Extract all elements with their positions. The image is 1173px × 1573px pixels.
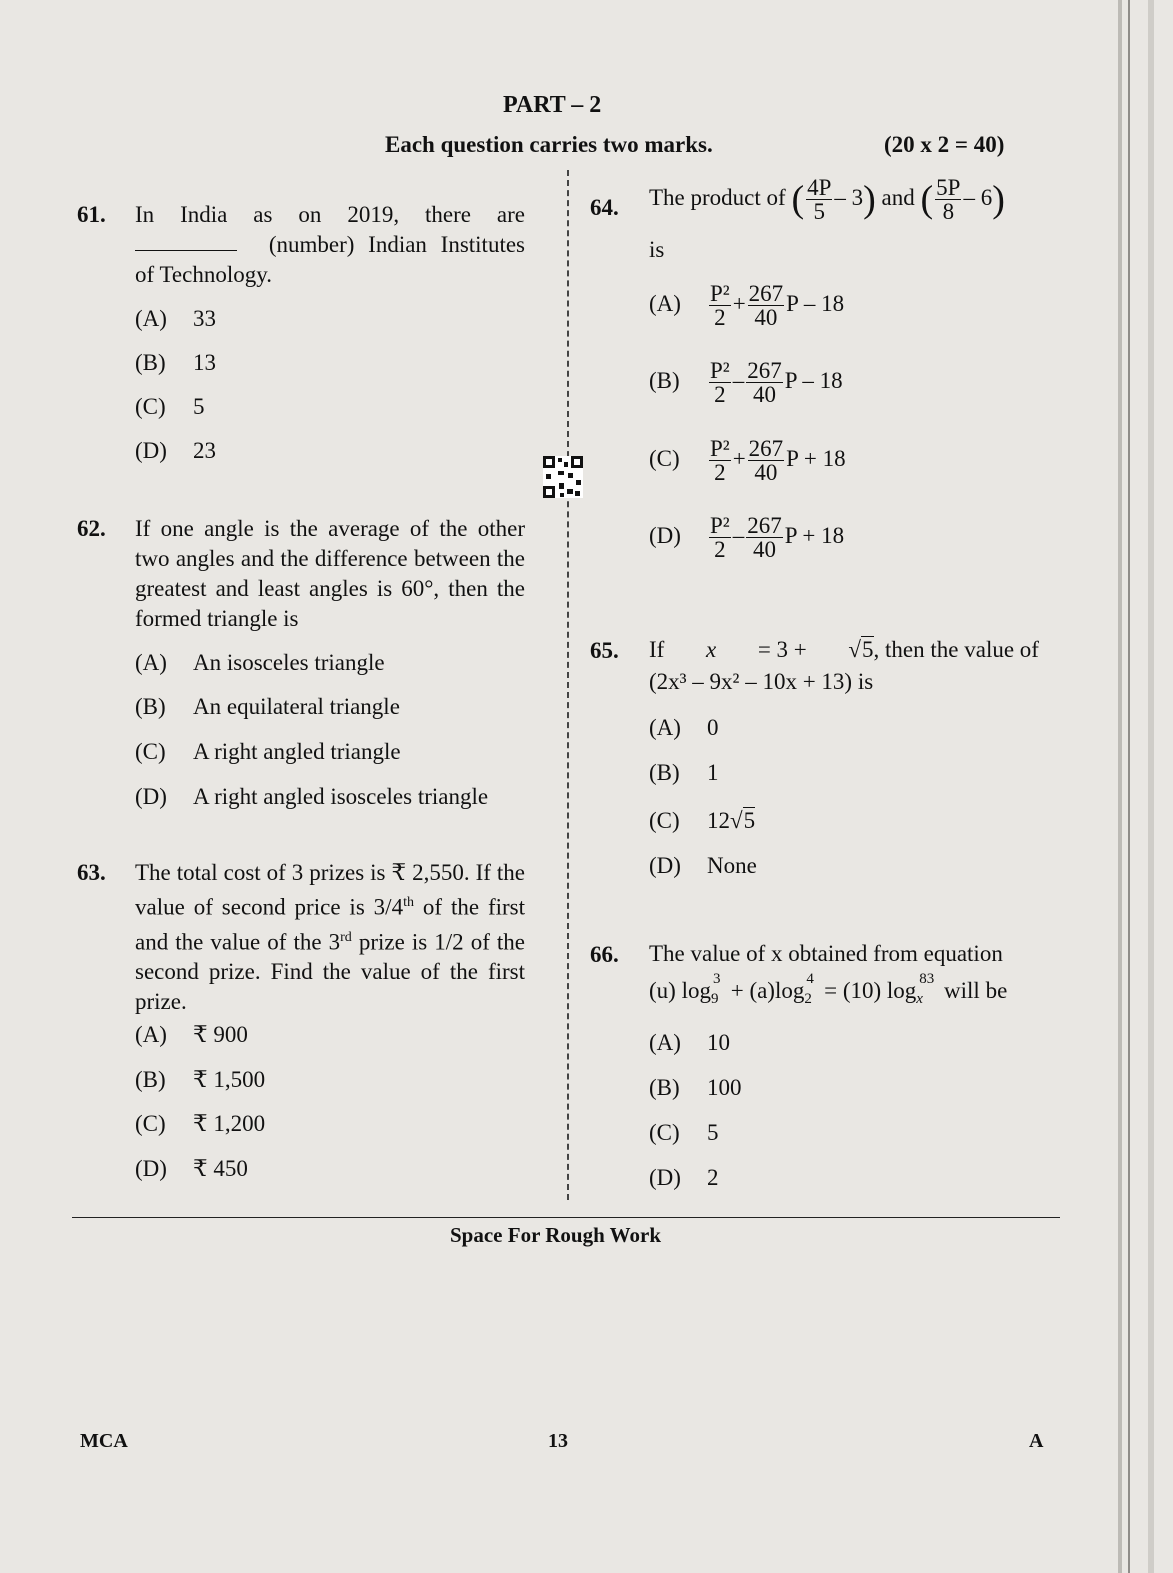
- option: [135, 694, 400, 720]
- operator: –: [732, 367, 745, 393]
- equation-fragment: (u) log: [649, 978, 711, 1003]
- subscript: x: [916, 991, 923, 1007]
- question-61-text: [135, 200, 525, 290]
- page-number: 13: [548, 1430, 568, 1452]
- option-text: 0: [707, 715, 719, 740]
- numerator: 267: [747, 513, 782, 538]
- superscript: 4: [806, 971, 814, 987]
- question-64-text: [649, 176, 1005, 223]
- page-edge: [1118, 0, 1122, 1573]
- paren: (: [920, 178, 934, 221]
- superscript: 3: [712, 971, 721, 987]
- option-label: (D): [135, 784, 167, 809]
- option-label: (A): [135, 1022, 167, 1047]
- option-label: (D): [649, 522, 681, 548]
- fraction: [935, 176, 961, 223]
- question-text-fragment: The total cost of 3 prizes is ₹ 2,550. If the value of second price is 3/4: [135, 860, 525, 920]
- option-label: (B): [135, 1067, 166, 1092]
- option-text: 100: [707, 1075, 742, 1100]
- paren: ): [992, 178, 1005, 221]
- option: [649, 514, 844, 561]
- option-label: (C): [135, 1111, 166, 1136]
- rough-work-label: Space For Rough Work: [450, 1223, 662, 1247]
- numerator: 267: [748, 436, 784, 461]
- expr-rest: – 6: [963, 184, 993, 210]
- option: [649, 1165, 719, 1191]
- option-text: A right angled isosceles triangle: [193, 784, 489, 809]
- option-text: P – 18: [784, 367, 843, 393]
- operator: –: [732, 522, 745, 548]
- paren: ): [863, 178, 876, 221]
- option-label: (A): [649, 290, 681, 316]
- denominator: 2: [714, 460, 726, 485]
- numerator: 267: [748, 281, 784, 306]
- option-label: (C): [649, 808, 680, 833]
- fraction: [709, 514, 731, 561]
- part-heading: PART – 2: [503, 92, 602, 118]
- option-text: P + 18: [784, 522, 845, 548]
- denominator: 40: [752, 382, 776, 407]
- option-text: ₹ 900: [193, 1022, 248, 1047]
- question-text-fragment: , then the value of: [873, 637, 1039, 662]
- equation-fragment: = (10) log: [818, 978, 917, 1003]
- option-label: (A): [135, 306, 167, 331]
- fraction: [746, 514, 783, 561]
- numerator: P²: [710, 358, 730, 383]
- column-divider: [567, 170, 569, 1200]
- option-label: (C): [135, 394, 166, 419]
- question-text-fragment: If: [649, 637, 665, 662]
- sqrt-expr: √5, then the value of: [848, 637, 1039, 662]
- superscript: th: [403, 895, 414, 910]
- footer-left-code: MCA: [80, 1430, 128, 1452]
- numerator: P²: [710, 513, 730, 538]
- equation-fragment: will be: [938, 978, 1008, 1003]
- question-text-line: of Technology.: [135, 262, 273, 287]
- page-edge: [1148, 0, 1154, 1573]
- option-text: 1: [707, 760, 719, 785]
- option: [135, 1156, 248, 1182]
- question-66-equation: [649, 971, 1008, 1007]
- denominator: 40: [752, 537, 776, 562]
- question-63-text: [135, 858, 525, 1017]
- fraction: [748, 282, 785, 329]
- question-text-fragment: of the first and the value of the 3: [135, 894, 526, 955]
- option-label: (D): [649, 1165, 681, 1190]
- question-text-fragment: The product of: [649, 184, 786, 210]
- option-text: 10: [707, 1030, 730, 1055]
- option: [135, 784, 488, 810]
- option: [649, 1030, 730, 1056]
- question-number: 66.: [590, 942, 619, 967]
- operator: +: [732, 290, 746, 316]
- option: [135, 350, 216, 376]
- question-number: 63.: [77, 860, 106, 885]
- option-label: (D): [135, 1156, 167, 1181]
- option-text: 12: [707, 808, 730, 833]
- question-text-fragment: prize is 1/2 of the second prize. Find the value of the first prize.: [135, 929, 525, 1015]
- question-text-fragment: and: [881, 184, 915, 210]
- qr-code: [543, 456, 583, 498]
- question-number: 62.: [77, 516, 106, 541]
- numerator: 267: [747, 358, 782, 383]
- sqrt-radicand: 5: [743, 808, 756, 833]
- subscript: 9: [710, 991, 719, 1007]
- option-text: 23: [193, 438, 216, 463]
- question-number: 64.: [590, 195, 619, 220]
- option-text: ₹ 1,500: [193, 1067, 266, 1092]
- denominator: 2: [714, 382, 726, 407]
- superscript: rd: [340, 929, 352, 945]
- denominator: 40: [754, 460, 778, 485]
- question-text-fragment: (number) Indian Institutes: [268, 232, 525, 257]
- option-label: (C): [135, 739, 166, 764]
- equation-fragment: + (a)log: [724, 978, 805, 1003]
- option: [135, 1022, 248, 1048]
- option: [135, 306, 216, 332]
- option-label: (A): [649, 715, 681, 740]
- option-label: (B): [135, 350, 166, 375]
- question-number: 65.: [590, 638, 619, 663]
- option-text: 33: [193, 306, 216, 331]
- option-label: (B): [649, 760, 680, 785]
- option: [649, 760, 719, 786]
- question-65-line1: [649, 635, 1039, 665]
- option-label: (A): [135, 650, 167, 675]
- sqrt-radicand: 5: [862, 637, 874, 662]
- option-text: 2: [707, 1165, 719, 1190]
- option: [649, 1120, 719, 1146]
- option: [135, 438, 216, 464]
- fraction: [746, 359, 783, 406]
- option: [135, 1111, 265, 1137]
- option-label: (D): [135, 438, 167, 463]
- option-label: (B): [649, 1075, 680, 1100]
- fraction: [709, 437, 731, 484]
- operator: +: [732, 445, 746, 471]
- option-label: (B): [135, 694, 166, 719]
- question-66-line1: The value of x obtained from equation: [649, 941, 1003, 966]
- subscript: 2: [804, 991, 812, 1007]
- option: [135, 1067, 265, 1093]
- numerator: 5P: [936, 175, 961, 200]
- option: (C) 12√5: [649, 808, 756, 833]
- option-label: (D): [649, 853, 681, 878]
- option: [135, 394, 205, 420]
- option-text: An equilateral triangle: [193, 694, 400, 719]
- denominator: 5: [813, 199, 825, 224]
- question-text-line: [135, 230, 525, 260]
- option-text: P + 18: [786, 445, 846, 471]
- expr-rest: – 3: [834, 184, 864, 210]
- option-text: 5: [193, 394, 205, 419]
- option-label: (B): [649, 367, 680, 393]
- superscript: 83: [919, 971, 935, 987]
- denominator: 8: [942, 199, 955, 224]
- question-text-line: is: [649, 237, 665, 262]
- question-62-text: If one angle is the average of the other two angles and the difference between the greatest and least angles is 60°, then the formed triangle is: [135, 516, 525, 631]
- footer-rule: [72, 1217, 1060, 1218]
- section-subtitle: Each question carries two marks.: [385, 132, 713, 157]
- numerator: P²: [710, 281, 730, 306]
- option-label: (C): [649, 1120, 680, 1145]
- fraction: [806, 176, 832, 223]
- question-65-line2: (2x³ – 9x² – 10x + 13) is: [649, 669, 874, 694]
- question-number: 61.: [77, 202, 106, 227]
- question-text-line: In India as on 2019, there are: [135, 202, 525, 227]
- denominator: 2: [714, 305, 726, 330]
- option-text: A right angled triangle: [193, 739, 401, 764]
- option-text: 5: [707, 1120, 719, 1145]
- numerator: P²: [710, 436, 730, 461]
- option-text: None: [707, 853, 757, 878]
- question-text-fragment: = 3 +: [757, 637, 807, 662]
- option: [649, 282, 844, 329]
- fraction: [748, 437, 785, 484]
- option-label: (A): [649, 1030, 681, 1055]
- fraction: [709, 359, 731, 406]
- option-text: P – 18: [786, 290, 845, 316]
- option: [649, 359, 843, 406]
- option: [649, 853, 757, 879]
- denominator: 40: [754, 305, 778, 330]
- option: [135, 739, 401, 765]
- option: [649, 715, 719, 741]
- variable: x: [705, 637, 717, 662]
- numerator: 4P: [807, 175, 832, 200]
- option: [135, 650, 385, 676]
- option-text: An isosceles triangle: [193, 650, 385, 675]
- option-label: (C): [649, 445, 680, 471]
- footer-right-code: A: [1029, 1430, 1044, 1452]
- option: [649, 1075, 742, 1101]
- marks-total: (20 x 2 = 40): [884, 132, 1005, 157]
- option: [649, 437, 846, 484]
- answer-blank: [135, 230, 237, 251]
- page-edge: [1128, 0, 1130, 1573]
- fraction: [709, 282, 731, 329]
- paren: (: [791, 178, 805, 221]
- option-text: 13: [193, 350, 216, 375]
- option-text: ₹ 450: [193, 1156, 248, 1181]
- option-text: ₹ 1,200: [193, 1111, 266, 1136]
- denominator: 2: [714, 537, 726, 562]
